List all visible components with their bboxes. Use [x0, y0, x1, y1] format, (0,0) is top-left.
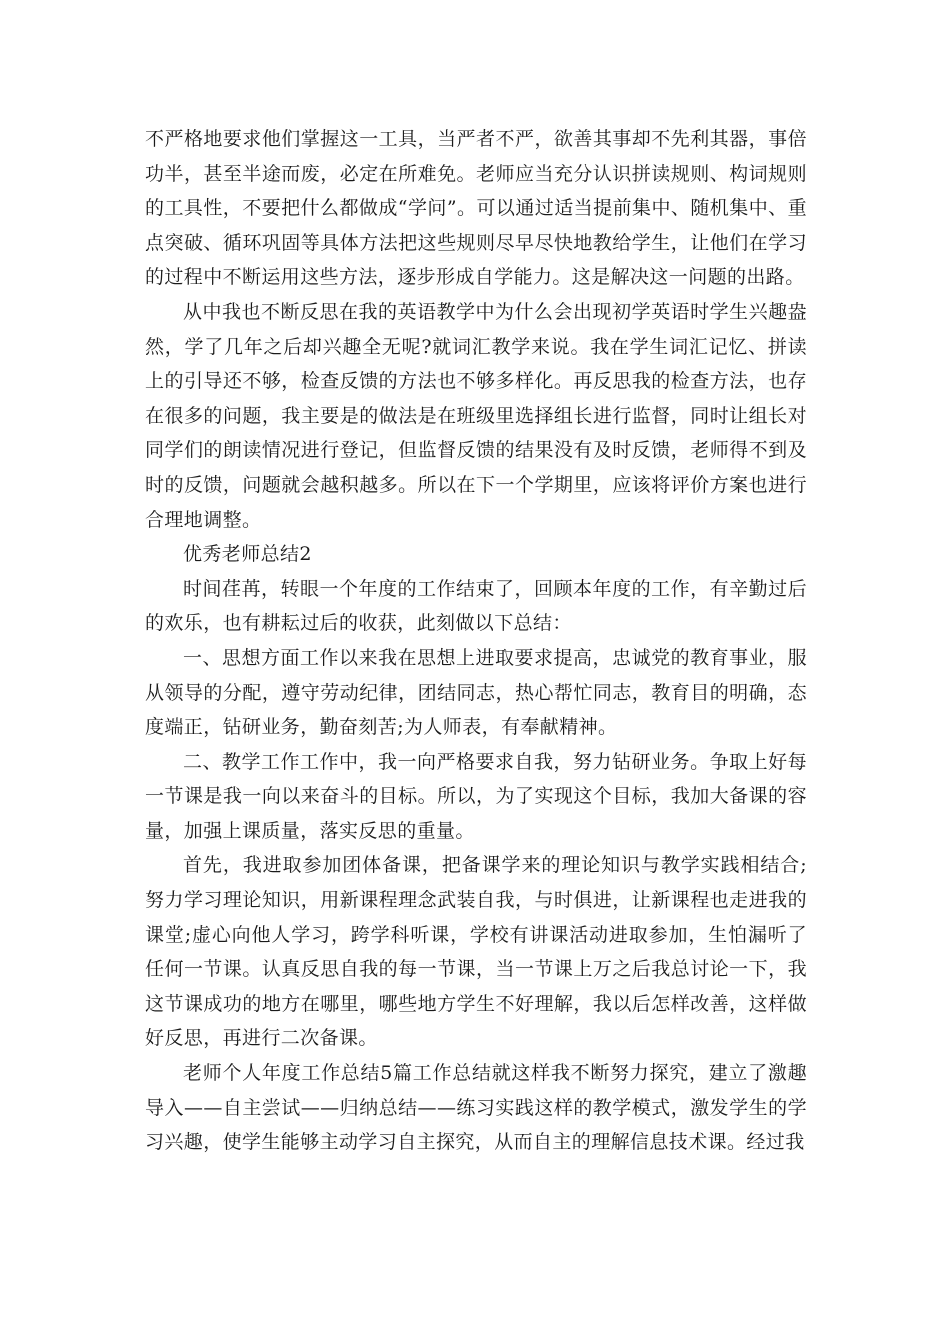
paragraph-teaching: 二、教学工作工作中，我一向严格要求自我，努力钻研业务。争取上好每一节课是我一向以来奋斗的目标。所以，为了实现这个目标，我加大备课的容量，加强上课质量，落实反思的重量。	[145, 750, 807, 842]
document-body	[145, 122, 807, 1160]
paragraph-reflection: 从中我也不断反思在我的英语教学中为什么会出现初学英语时学生兴趣盎然，学了几年之后却兴趣全无呢?就词汇教学来说。我在学生词汇记忆、拼读上的引导还不够，检查反馈的方法也不够多样化。再反思我的检查方法，也存在很多的问题，我主要是的做法是在班级里选择组长进行监督，同时让组长对同学们的朗读情况进行登记，但监督反馈的结果没有及时反馈，老师得不到及时的反馈，问题就会越积越多。所以在下一个学期里，应该将评价方案也进行合理地调整。	[145, 300, 807, 531]
paragraph-intro: 时间荏苒，转眼一个年度的工作结束了，回顾本年度的工作，有辛勤过后的欢乐，也有耕耘过后的收获，此刻做以下总结：	[145, 577, 807, 635]
paragraph-first: 首先，我进取参加团体备课，把备课学来的理论知识与教学实践相结合;努力学习理论知识，用新课程理念武装自我，与时俱进，让新课程也走进我的课堂;虚心向他人学习，跨学科听课，学校有讲课活动进取参加，生怕漏听了任何一节课。认真反思自我的每一节课，当一节课上万之后我总讨论一下，我这节课成功的地方在哪里，哪些地方学生不好理解，我以后怎样改善，这样做好反思，再进行二次备课。	[145, 854, 807, 1050]
section-heading: 优秀老师总结2	[183, 543, 312, 566]
paragraph-thought: 一、思想方面工作以来我在思想上进取要求提高，忠诚党的教育事业，服从领导的分配，遵守劳动纪律，团结同志，热心帮忙同志，教育目的明确，态度端正，钻研业务，勤奋刻苦;为人师表，有奉献精神。	[145, 646, 807, 739]
paragraph-continuation: 不严格地要求他们掌握这一工具，当严者不严，欲善其事却不先利其器，事倍功半，甚至半途而废，必定在所难免。老师应当充分认识拼读规则、构词规则的工具性，不要把什么都做成“学问”。可以通过适当提前集中、随机集中、重点突破、循环巩固等具体方法把这些规则尽早尽快地教给学生，让他们在学习的过程中不断运用这些方法，逐步形成自学能力。这是解决这一问题的出路。	[145, 128, 807, 289]
paragraph-summary: 老师个人年度工作总结5篇工作总结就这样我不断努力探究，建立了激趣导入——自主尝试——归纳总结——练习实践这样的教学模式，激发学生的学习兴趣，使学生能够主动学习自主探究，从而自主的理解信息技术课。经过我	[145, 1062, 807, 1154]
